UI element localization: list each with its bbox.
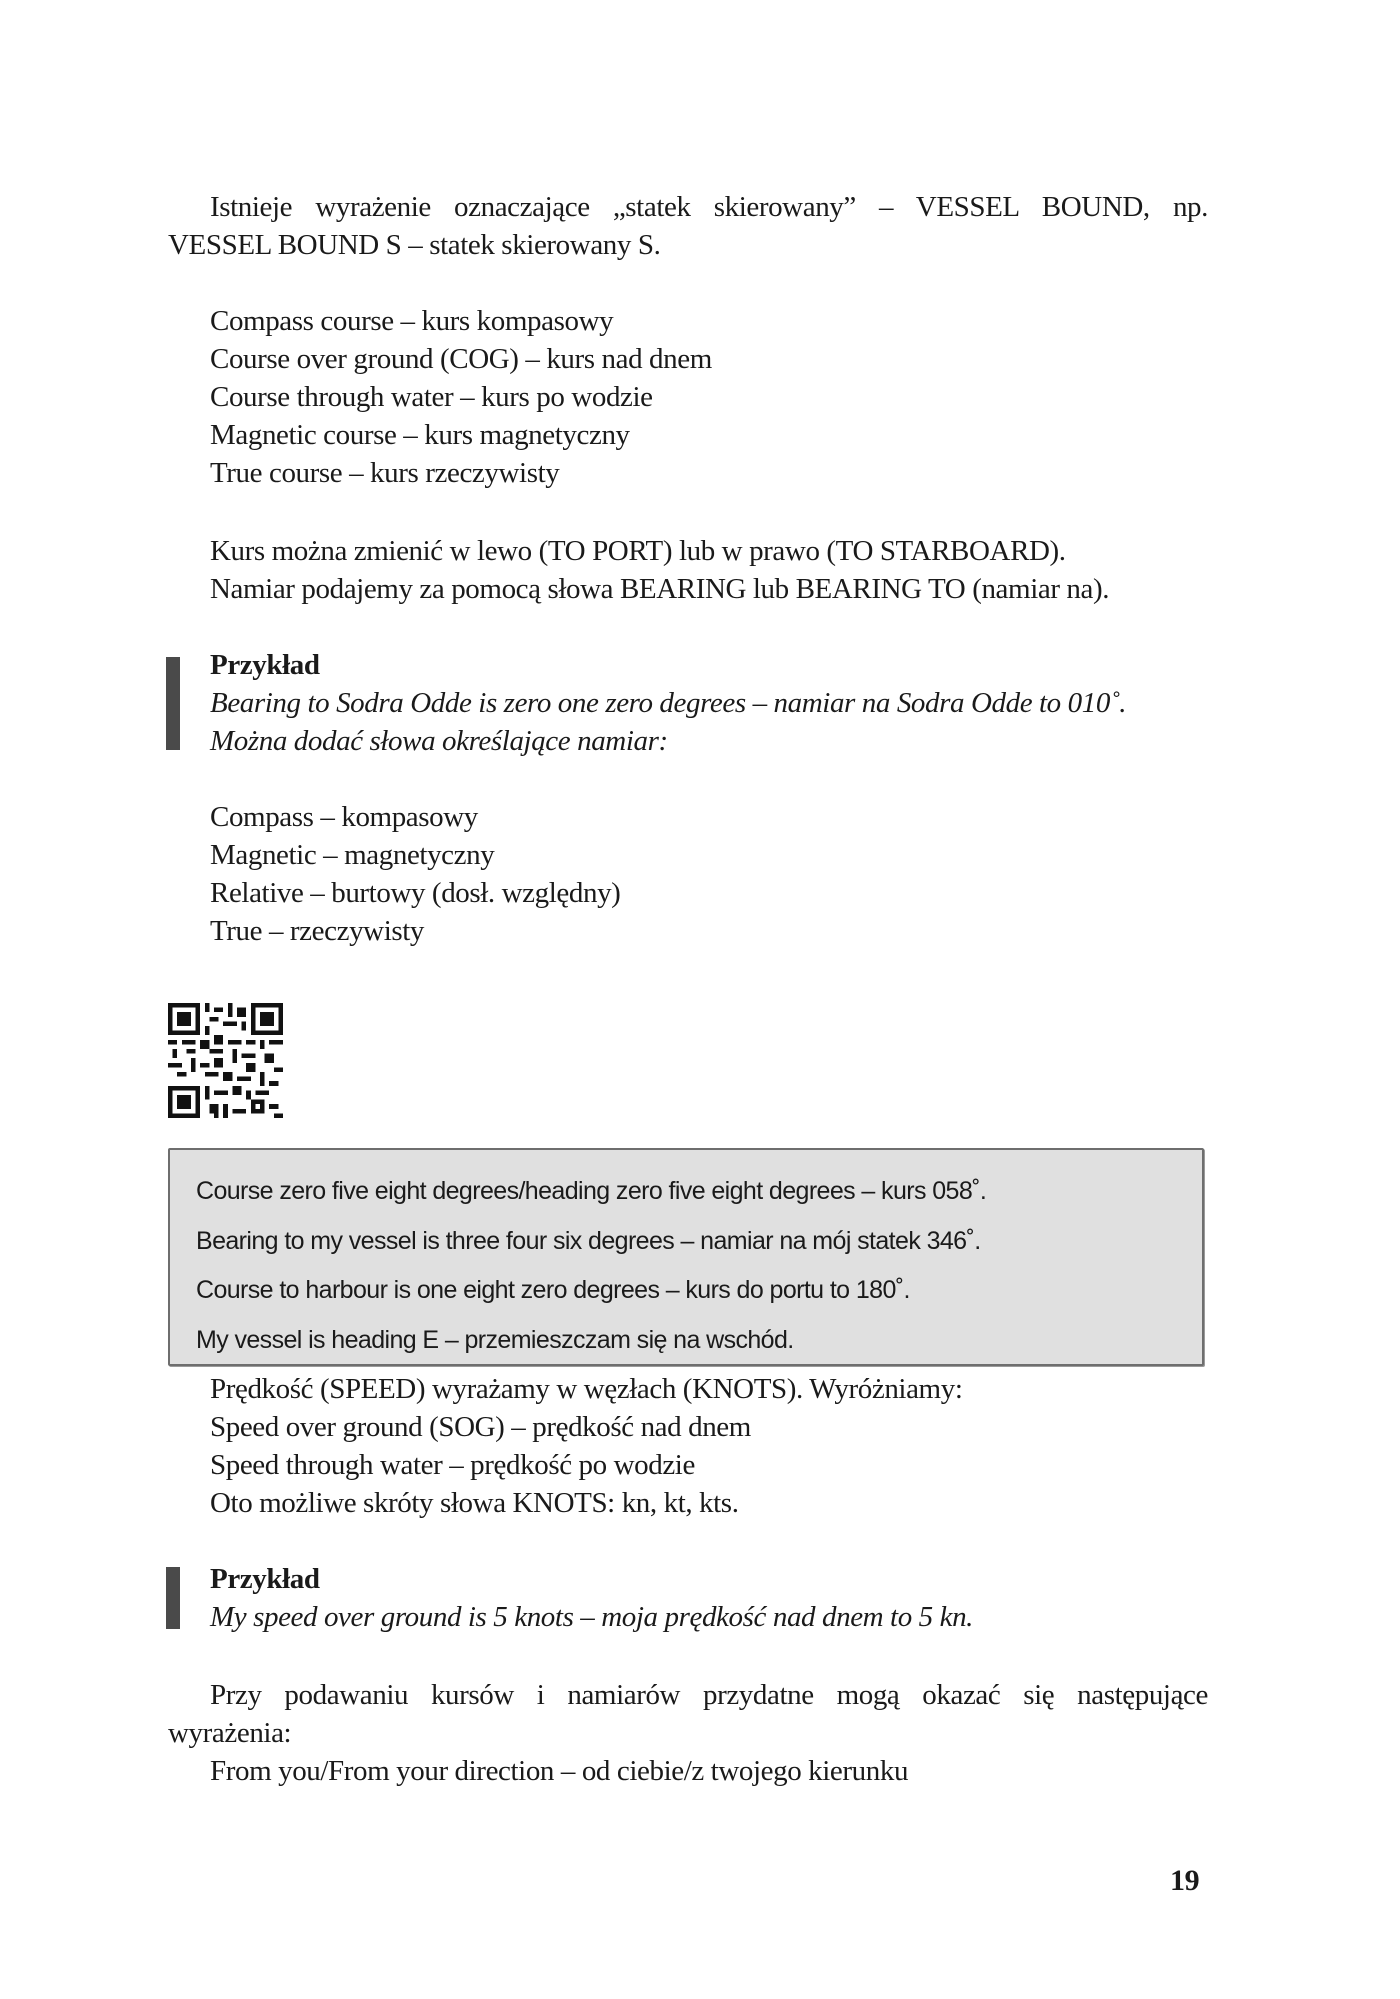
phrase-line: Bearing to my vessel is three four six degrees – namiar na mój statek 346˚. — [196, 1227, 981, 1255]
qr-code-icon[interactable] — [168, 1003, 283, 1118]
example-line: Można dodać słowa określające namiar: — [210, 725, 668, 757]
intro-line-1: Istnieje wyrażenie oznaczające „statek skierowany” – VESSEL BOUND, np. — [210, 191, 1208, 223]
intro-line-2: VESSEL BOUND S – statek skierowany S. — [168, 229, 661, 261]
speed-line: Speed over ground (SOG) – prędkość nad dnem — [210, 1411, 751, 1443]
closing-line-2: wyrażenia: — [168, 1717, 292, 1749]
list-item: Compass course – kurs kompasowy — [210, 305, 614, 337]
phrase-line: Course zero five eight degrees/heading zero five eight degrees – kurs 058˚. — [196, 1177, 987, 1205]
course-change-line-1: Kurs można zmienić w lewo (TO PORT) lub w prawo (TO STARBOARD). — [210, 535, 1066, 567]
speed-line: Speed through water – prędkość po wodzie — [210, 1449, 695, 1481]
example-heading: Przykład — [210, 1563, 320, 1595]
course-change-line-2: Namiar podajemy za pomocą słowa BEARING lub BEARING TO (namiar na). — [210, 573, 1110, 605]
phrase-line: My vessel is heading E – przemieszczam się na wschód. — [196, 1326, 794, 1354]
closing-line-1: Przy podawaniu kursów i namiarów przydatne mogą okazać się następujące — [210, 1679, 1208, 1711]
list-item: Magnetic – magnetyczny — [210, 839, 495, 871]
example-accent-bar — [166, 1567, 180, 1629]
list-item: True – rzeczywisty — [210, 915, 425, 947]
page-number: 19 — [1170, 1864, 1200, 1897]
speed-line: Oto możliwe skróty słowa KNOTS: kn, kt, kts. — [210, 1487, 739, 1519]
phrase-line: Course to harbour is one eight zero degrees – kurs do portu to 180˚. — [196, 1276, 910, 1304]
list-item: Course over ground (COG) – kurs nad dnem — [210, 343, 712, 375]
list-item: Magnetic course – kurs magnetyczny — [210, 419, 630, 451]
phrase-box — [168, 1148, 1204, 1366]
list-item: Relative – burtowy (dosł. względny) — [210, 877, 621, 909]
speed-line: Prędkość (SPEED) wyrażamy w węzłach (KNOTS). Wyróżniamy: — [210, 1373, 963, 1405]
example-heading: Przykład — [210, 649, 320, 681]
example-accent-bar — [166, 657, 180, 750]
example-line: My speed over ground is 5 knots – moja prędkość nad dnem to 5 kn. — [210, 1601, 974, 1633]
closing-line-3: From you/From your direction – od ciebie/z twojego kierunku — [210, 1755, 909, 1787]
list-item: Course through water – kurs po wodzie — [210, 381, 653, 413]
list-item: Compass – kompasowy — [210, 801, 478, 833]
list-item: True course – kurs rzeczywisty — [210, 457, 560, 489]
example-line: Bearing to Sodra Odde is zero one zero degrees – namiar na Sodra Odde to 010˚. — [210, 687, 1127, 719]
